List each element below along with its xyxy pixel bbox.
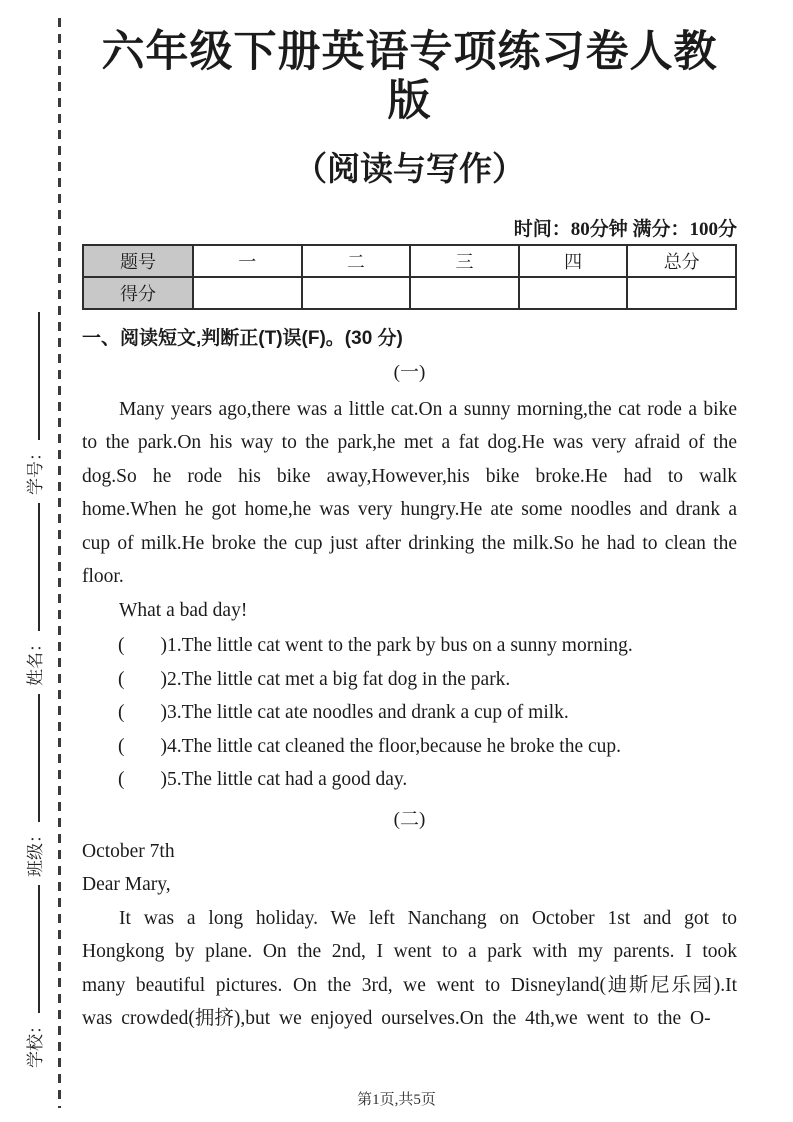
- question-text: 4.The little cat cleaned the floor,because he broke the cup.: [167, 735, 622, 757]
- name-blank-line: [38, 503, 40, 631]
- passage-2-text: It was a long holiday. We left Nanchang on October 1st and got to Hongkong by plane. On the 2nd, I went to a park with my parents. I took many beautiful pictures. On the 3rd, we went to Disneyland(迪斯尼乐园).It was crowded(拥挤),but we enjoyed ourselves.On the 4th,we went to the O-: [82, 907, 737, 1030]
- school-blank-line: [38, 885, 40, 1013]
- question-item: [82, 763, 737, 797]
- student-id-blank-line: [38, 312, 40, 440]
- answer-bracket-close: ): [160, 635, 167, 657]
- passage-1-text: Many years ago,there was a little cat.On a sunny morning,the cat rode a bike to the park.On his way to the park,he met a fat dog.He was very afraid of the dog.So he rode his bike away,However,his bike broke.He had to walk home.When he got home,he was very hungry.He ate some noodles and drank a cup of milk.He broke the cup just after drinking the milk.So he had to clean the floor.: [82, 398, 737, 588]
- score-input-cell: [410, 277, 519, 309]
- true-false-questions: [82, 629, 737, 797]
- answer-bracket-open: (: [118, 735, 125, 757]
- question-text: 2.The little cat met a big fat dog in the park.: [167, 668, 511, 690]
- letter-salutation: Dear Mary,: [82, 874, 171, 896]
- class-blank-line: [38, 694, 40, 822]
- score-input-cell: [519, 277, 628, 309]
- page-title: 六年级下册英语专项练习卷人教版: [101, 29, 718, 126]
- question-text: 3.The little cat ate noodles and drank a cup of milk.: [167, 702, 569, 724]
- sidebar-field-name: [21, 503, 46, 686]
- table-header-cell: 一: [193, 245, 302, 277]
- score-input-cell: [627, 277, 736, 309]
- table-header-cell: 二: [302, 245, 411, 277]
- table-header-cell: 三: [410, 245, 519, 277]
- student-id-label: 学号：: [25, 444, 45, 495]
- answer-bracket-close: ): [160, 668, 167, 690]
- question-text: 1.The little cat went to the park by bus on a sunny morning.: [167, 635, 633, 657]
- answer-bracket-open: (: [118, 702, 125, 724]
- sidebar-field-student-id: [21, 312, 46, 495]
- letter-date: October 7th: [82, 840, 175, 862]
- score-row-label: 得分: [83, 277, 193, 309]
- dashed-fold-line: [58, 18, 61, 1108]
- score-table-header-row: [83, 245, 736, 277]
- table-header-cell: 四: [519, 245, 628, 277]
- passage-2-label: (二): [393, 808, 426, 830]
- score-table-score-row: [83, 277, 736, 309]
- score-input-cell: [193, 277, 302, 309]
- answer-bracket-open: (: [118, 668, 125, 690]
- question-item: [82, 629, 737, 663]
- section-1-heading: 一、阅读短文,判断正(T)误(F)。(30 分): [82, 327, 403, 349]
- score-input-cell: [302, 277, 411, 309]
- answer-bracket-close: ): [160, 735, 167, 757]
- exam-page: [82, 0, 737, 1036]
- answer-bracket-open: (: [118, 635, 125, 657]
- question-item: [82, 730, 737, 764]
- question-item: [82, 696, 737, 730]
- class-label: 班级：: [25, 826, 45, 877]
- score-table: [82, 244, 737, 310]
- passage-1-exclaim: What a bad day!: [119, 599, 248, 621]
- answer-bracket-close: ): [160, 769, 167, 791]
- name-label: 姓名：: [25, 635, 45, 686]
- page-footer: 第1页,共5页: [357, 1092, 436, 1108]
- passage-1-label: (一): [393, 361, 426, 383]
- question-item: [82, 663, 737, 697]
- question-number-header: 题号: [83, 245, 193, 277]
- student-info-sidebar: [16, 208, 50, 1068]
- question-text: 5.The little cat had a good day.: [167, 769, 408, 791]
- page-subtitle: （阅读与写作）: [294, 151, 525, 188]
- answer-bracket-open: (: [118, 769, 125, 791]
- school-label: 学校：: [25, 1017, 45, 1068]
- exam-meta: 时间：80分钟 满分：100分: [513, 218, 737, 240]
- table-header-cell: 总分: [627, 245, 736, 277]
- sidebar-field-class: [21, 694, 46, 877]
- sidebar-field-school: [21, 885, 46, 1068]
- answer-bracket-close: ): [160, 702, 167, 724]
